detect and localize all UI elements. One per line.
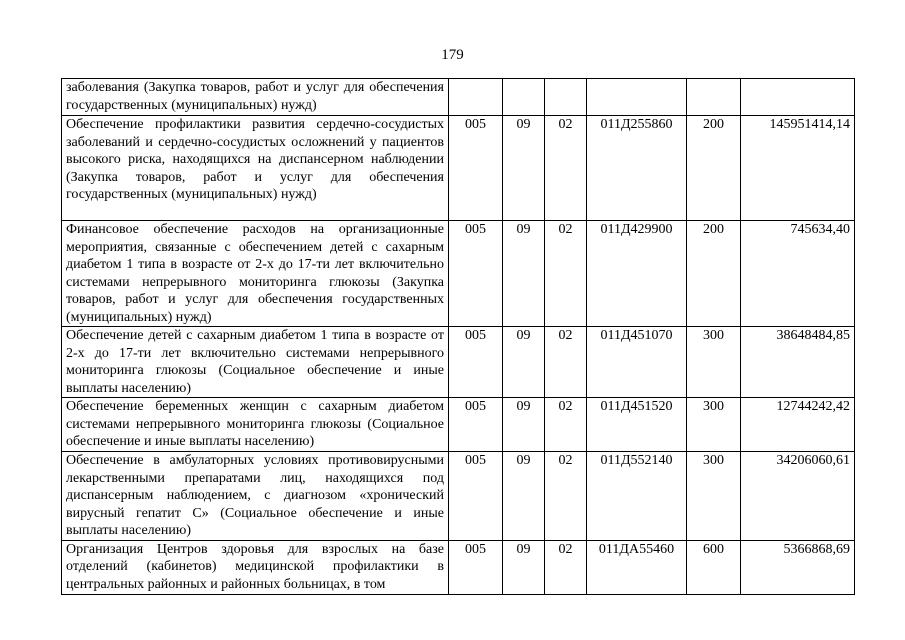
budget-table — [61, 78, 855, 595]
row-description: Обеспечение детей с сахарным диабетом 1 типа в возрасте от 2-х до 17-ти лет включительно системами непрерывного мониторинга глюкозы (Социальное обеспечение и иные выплаты населению) — [62, 327, 449, 398]
target-article-code: 011Д552140 — [587, 452, 687, 541]
ministry-code: 005 — [449, 540, 503, 594]
subsection-code: 02 — [545, 540, 587, 594]
subsection-code: 02 — [545, 221, 587, 327]
ministry-code: 005 — [449, 327, 503, 398]
subsection-code: 02 — [545, 327, 587, 398]
table-row — [62, 79, 855, 116]
subsection-code: 02 — [545, 398, 587, 452]
page-number: 179 — [441, 47, 464, 63]
table-row — [62, 327, 855, 398]
amount-value: 34206060,61 — [741, 452, 855, 541]
amount-value: 5366868,69 — [741, 540, 855, 594]
amount-value — [741, 79, 855, 116]
amount-value: 745634,40 — [741, 221, 855, 327]
table-row — [62, 398, 855, 452]
row-description: заболевания (Закупка товаров, работ и услуг для обеспечения государственных (муниципальных) нужд) — [62, 79, 449, 116]
expense-type-code: 200 — [687, 116, 741, 221]
target-article-code: 011Д451520 — [587, 398, 687, 452]
row-description: Организация Центров здоровья для взрослых на базе отделений (кабинетов) медицинской профилактики в центральных районных и районных больницах, в том — [62, 540, 449, 594]
row-description: Обеспечение в амбулаторных условиях противовирусными лекарственными препаратами лиц, находящихся под диспансерным наблюдением, с диагнозом «хронический вирусный гепатит С» (Социальное обеспечение и иные выплаты населению) — [62, 452, 449, 541]
target-article-code: 011Д429900 — [587, 221, 687, 327]
expense-type-code: 300 — [687, 452, 741, 541]
ministry-code: 005 — [449, 398, 503, 452]
expense-type-code: 200 — [687, 221, 741, 327]
subsection-code: 02 — [545, 116, 587, 221]
expense-type-code: 600 — [687, 540, 741, 594]
row-description: Финансовое обеспечение расходов на организационные мероприятия, связанные с обеспечением детей с сахарным диабетом 1 типа в возрасте от 2-х до 17-ти лет включительно системами непрерывного мониторинга глюкозы (Закупка товаров, работ и услуг для обеспечения государственных (муниципальных) нужд) — [62, 221, 449, 327]
ministry-code: 005 — [449, 116, 503, 221]
table-row — [62, 221, 855, 327]
ministry-code: 005 — [449, 221, 503, 327]
expense-type-code: 300 — [687, 398, 741, 452]
section-code: 09 — [503, 327, 545, 398]
target-article-code: 011Д451070 — [587, 327, 687, 398]
row-description: Обеспечение беременных женщин с сахарным диабетом системами непрерывного мониторинга глюкозы (Социальное обеспечение и иные выплаты населению) — [62, 398, 449, 452]
section-code: 09 — [503, 221, 545, 327]
table-row — [62, 116, 855, 221]
expense-type-code: 300 — [687, 327, 741, 398]
subsection-code — [545, 79, 587, 116]
section-code: 09 — [503, 540, 545, 594]
section-code: 09 — [503, 116, 545, 221]
table-row — [62, 540, 855, 594]
table-row — [62, 452, 855, 541]
target-article-code — [587, 79, 687, 116]
expense-type-code — [687, 79, 741, 116]
subsection-code: 02 — [545, 452, 587, 541]
section-code: 09 — [503, 398, 545, 452]
amount-value: 145951414,14 — [741, 116, 855, 221]
target-article-code: 011ДА55460 — [587, 540, 687, 594]
target-article-code: 011Д255860 — [587, 116, 687, 221]
ministry-code: 005 — [449, 452, 503, 541]
section-code — [503, 79, 545, 116]
ministry-code — [449, 79, 503, 116]
amount-value: 38648484,85 — [741, 327, 855, 398]
amount-value: 12744242,42 — [741, 398, 855, 452]
row-description: Обеспечение профилактики развития сердечно-сосудистых заболеваний и сердечно-сосудистых осложнений у пациентов высокого риска, находящихся на диспансерном наблюдении (Закупка товаров, работ и услуг для обеспечения государственных (муниципальных) нужд) — [62, 116, 449, 221]
section-code: 09 — [503, 452, 545, 541]
